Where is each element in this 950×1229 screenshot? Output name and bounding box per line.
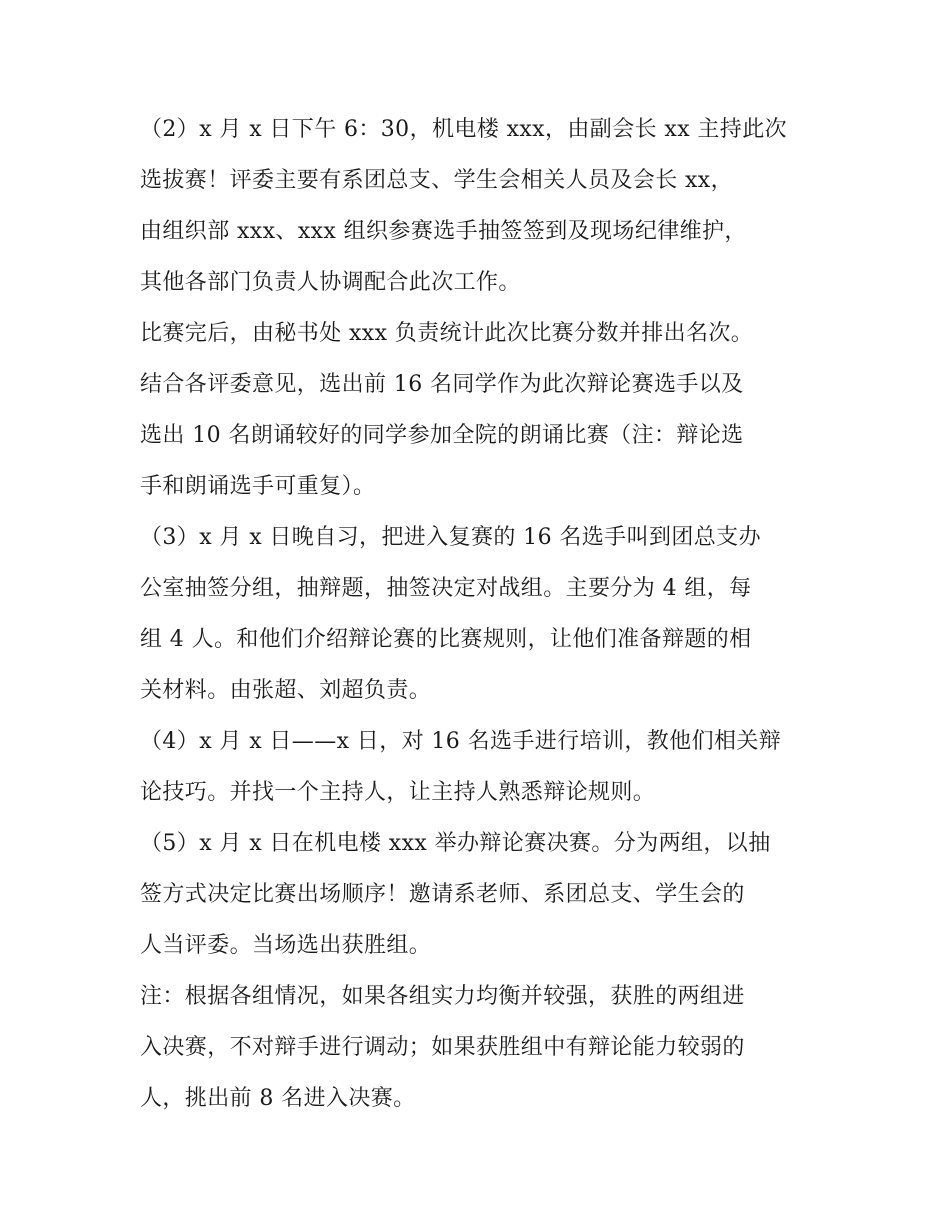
text-line: 其他各部门负责人协调配合此次工作。 (140, 270, 521, 295)
text-line: 人当评委。当场选出获胜组。 (140, 933, 432, 958)
text-line: 比赛完后，由秘书处 xxx 负责统计此次比赛分数并排出名次。 (140, 321, 754, 346)
paragraph-final (140, 818, 816, 971)
paragraph-grouping (140, 512, 816, 716)
text-line: 由组织部 xxx、xxx 组织参赛选手抽签签到及现场纪律维护， (140, 219, 747, 244)
text-line: （3）x 月 x 日晚自习，把进入复赛的 16 名选手叫到团总支办 (140, 525, 761, 550)
text-line: （2）x 月 x 日下午 6：30，机电楼 xxx，由副会长 xx 主持此次 (140, 117, 787, 142)
text-line: 关材料。由张超、刘超负责。 (140, 678, 432, 703)
text-line: （5）x 月 x 日在机电楼 xxx 举办辩论赛决赛。分为两组，以抽 (140, 831, 771, 856)
text-line: 选出 10 名朗诵较好的同学参加全院的朗诵比赛（注：辩论选 (140, 423, 744, 448)
text-line: 论技巧。并找一个主持人，让主持人熟悉辩论规则。 (140, 780, 656, 805)
text-line: 公室抽签分组，抽辩题，抽签决定对战组。主要分为 4 组，每 (140, 576, 752, 601)
text-line: 选拔赛！评委主要有系团总支、学生会相关人员及会长 xx， (140, 168, 734, 193)
document-body (140, 104, 816, 1124)
text-line: 结合各评委意见，选出前 16 名同学作为此次辩论赛选手以及 (140, 372, 744, 397)
paragraph-note (140, 971, 816, 1124)
text-line: 注：根据各组情况，如果各组实力均衡并较强，获胜的两组进 (140, 984, 745, 1009)
text-line: 人，挑出前 8 名进入决赛。 (140, 1086, 416, 1111)
paragraph-training (140, 716, 816, 818)
text-line: 签方式决定比赛出场顺序！邀请系老师、系团总支、学生会的 (140, 882, 745, 907)
paragraph-semifinal-selection (140, 104, 816, 308)
text-line: 入决赛，不对辩手进行调动；如果获胜组中有辩论能力较弱的 (140, 1035, 745, 1060)
text-line: 手和朗诵选手可重复）。 (140, 474, 376, 499)
paragraph-scoring (140, 308, 816, 512)
text-line: （4）x 月 x 日——x 日，对 16 名选手进行培训，教他们相关辩 (140, 729, 782, 754)
text-line: 组 4 人。和他们介绍辩论赛的比赛规则，让他们准备辩题的相 (140, 627, 752, 652)
